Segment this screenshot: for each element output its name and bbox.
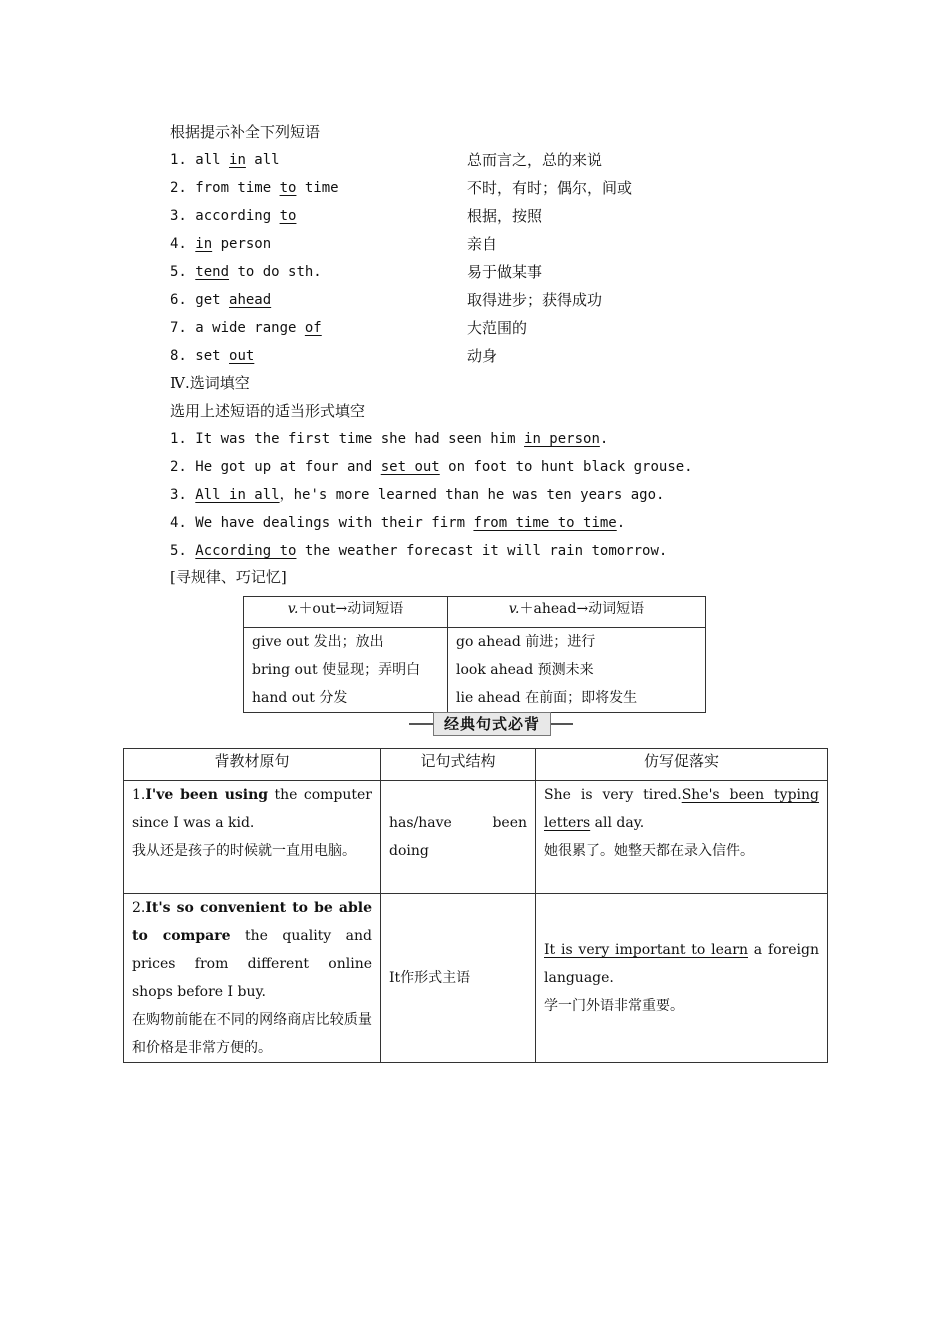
phrase-item	[170, 178, 339, 198]
phrase-meaning: 总而言之，总的来说	[467, 151, 603, 169]
sentence-table	[123, 748, 828, 1063]
phrase-text: a wide range	[186, 320, 305, 336]
row2-original	[124, 894, 381, 1063]
phrase-meaning: 动身	[467, 347, 498, 365]
phrase-text: time	[296, 180, 339, 196]
fill-blank-answer: According to	[195, 543, 297, 559]
fill-text: the weather forecast it will rain tomorrow.	[296, 543, 668, 559]
rules-col1-row: hand out 分发	[252, 690, 348, 706]
phrase-blank-answer: out	[229, 348, 255, 364]
section4-title: Ⅳ.选词填空	[170, 374, 250, 392]
phrase-blank-answer: to	[279, 208, 297, 224]
phrase-item	[170, 150, 280, 170]
fill-text: 5.	[170, 543, 187, 559]
phrase-text: get	[186, 292, 230, 308]
row2-practice-zh: 学一门外语非常重要。	[544, 998, 684, 1014]
row2-structure	[381, 894, 536, 1063]
row2-practice-en: It is very important to learn a foreign language.	[544, 942, 819, 986]
rules-heading: [寻规律、巧记忆]	[170, 568, 287, 586]
row2-original-zh: 在购物前能在不同的网络商店比较质量和价格是非常方便的。	[132, 1012, 372, 1056]
row1-structure	[381, 781, 536, 894]
row2-structure-text: It作形式主语	[389, 970, 471, 986]
rules-col2-header: v.＋ahead→动词短语	[448, 597, 706, 628]
fill-text: 2.	[170, 459, 187, 475]
fill-text: ，he's more learned than he was ten years ago.	[279, 487, 665, 503]
row1-practice-zh: 她很累了。她整天都在录入信件。	[544, 843, 754, 859]
fill-text: 4.	[170, 515, 187, 531]
phrase-blank-answer: in	[229, 152, 246, 168]
fill-text: 1.	[170, 431, 187, 447]
phrase-blank-answer: in	[195, 236, 213, 252]
fill-blank-answer: set out	[380, 459, 440, 475]
rules-col2-cell	[448, 628, 706, 713]
fill-blank-answer: in person	[524, 431, 600, 447]
phrase-meaning: 不时，有时；偶尔，间或	[467, 179, 633, 197]
rules-table	[243, 596, 706, 713]
fill-text: on foot to hunt black grouse.	[439, 459, 693, 475]
phrase-text: 5.	[170, 264, 187, 280]
phrase-text: 6.	[170, 292, 187, 308]
phrase-item	[170, 346, 254, 366]
phrase-blank-answer: to	[279, 180, 297, 196]
intro-line: 根据提示补全下列短语	[170, 123, 321, 141]
row1-original-en: 1.I've been using the computer since I was a kid.	[132, 787, 372, 831]
row1-original-zh: 我从还是孩子的时候就一直用电脑。	[132, 843, 356, 859]
rules-col1-cell	[244, 628, 448, 713]
row1-original	[124, 781, 381, 894]
row1-practice	[536, 781, 828, 894]
fill-blank-answer: from time to time	[473, 515, 617, 531]
sentence-header-practice: 仿写促落实	[536, 749, 828, 781]
section4-instruction: 选用上述短语的适当形式填空	[170, 402, 366, 420]
phrase-text: from time	[186, 180, 280, 196]
phrase-text: 1.	[170, 152, 187, 168]
phrase-text: 7.	[170, 320, 187, 336]
phrase-meaning: 大范围的	[467, 319, 528, 337]
phrase-meaning: 亲自	[467, 235, 498, 253]
phrase-blank-answer: ahead	[229, 292, 272, 308]
fill-text: 3.	[170, 487, 187, 503]
phrase-text: 3.	[170, 208, 187, 224]
banner-right-bar	[551, 723, 573, 725]
rules-col2-row: lie ahead 在前面；即将发生	[456, 690, 638, 706]
row1-structure-text: has/have been doing	[389, 815, 527, 859]
rules-col1-row: bring out 使显现；弄明白	[252, 662, 421, 678]
row2-practice	[536, 894, 828, 1063]
phrase-item	[170, 290, 271, 310]
phrase-text: all	[186, 152, 230, 168]
phrase-text: 4.	[170, 236, 187, 252]
banner-left-bar	[409, 723, 433, 725]
phrase-text: according	[186, 208, 280, 224]
fill-text: It was the first time she had seen him	[186, 431, 525, 447]
fill-sentence	[170, 429, 608, 449]
phrase-text: to do sth.	[229, 264, 322, 280]
banner-label: 经典句式必背	[433, 712, 551, 736]
phrase-text: 2.	[170, 180, 187, 196]
phrase-text: person	[212, 236, 272, 252]
phrase-blank-answer: tend	[195, 264, 230, 280]
phrase-item	[170, 234, 271, 254]
phrase-item	[170, 206, 296, 226]
fill-sentence	[170, 513, 625, 533]
fill-blank-answer: All in all	[195, 487, 280, 503]
phrase-item	[170, 262, 322, 282]
rules-col1-row: give out 发出；放出	[252, 634, 384, 650]
fill-text: We have dealings with their firm	[186, 515, 474, 531]
phrase-blank-answer: of	[304, 320, 322, 336]
row1-practice-en: She is very tired.She's been typing letters all day.	[544, 787, 820, 831]
fill-sentence	[170, 485, 664, 505]
sentence-header-original: 背教材原句	[124, 749, 381, 781]
fill-sentence	[170, 541, 667, 561]
fill-text: .	[616, 515, 626, 531]
fill-text: He got up at four and	[186, 459, 381, 475]
phrase-meaning: 易于做某事	[467, 263, 543, 281]
phrase-text: set	[186, 348, 230, 364]
phrase-text: 8.	[170, 348, 187, 364]
rules-col2-row: look ahead 预测未来	[456, 662, 594, 678]
row2-original-en: 2.It's so convenient to be able to compare the quality and prices from different online shops before I buy.	[132, 900, 373, 1000]
fill-text: .	[599, 431, 609, 447]
section-banner	[409, 712, 573, 736]
phrase-meaning: 根据，按照	[467, 207, 543, 225]
fill-sentence	[170, 457, 693, 477]
phrase-item	[170, 318, 322, 338]
sentence-header-structure: 记句式结构	[381, 749, 536, 781]
phrase-text: all	[245, 152, 280, 168]
rules-col2-row: go ahead 前进；进行	[456, 634, 596, 650]
phrase-meaning: 取得进步；获得成功	[467, 291, 603, 309]
rules-col1-header: v.＋out→动词短语	[244, 597, 448, 628]
